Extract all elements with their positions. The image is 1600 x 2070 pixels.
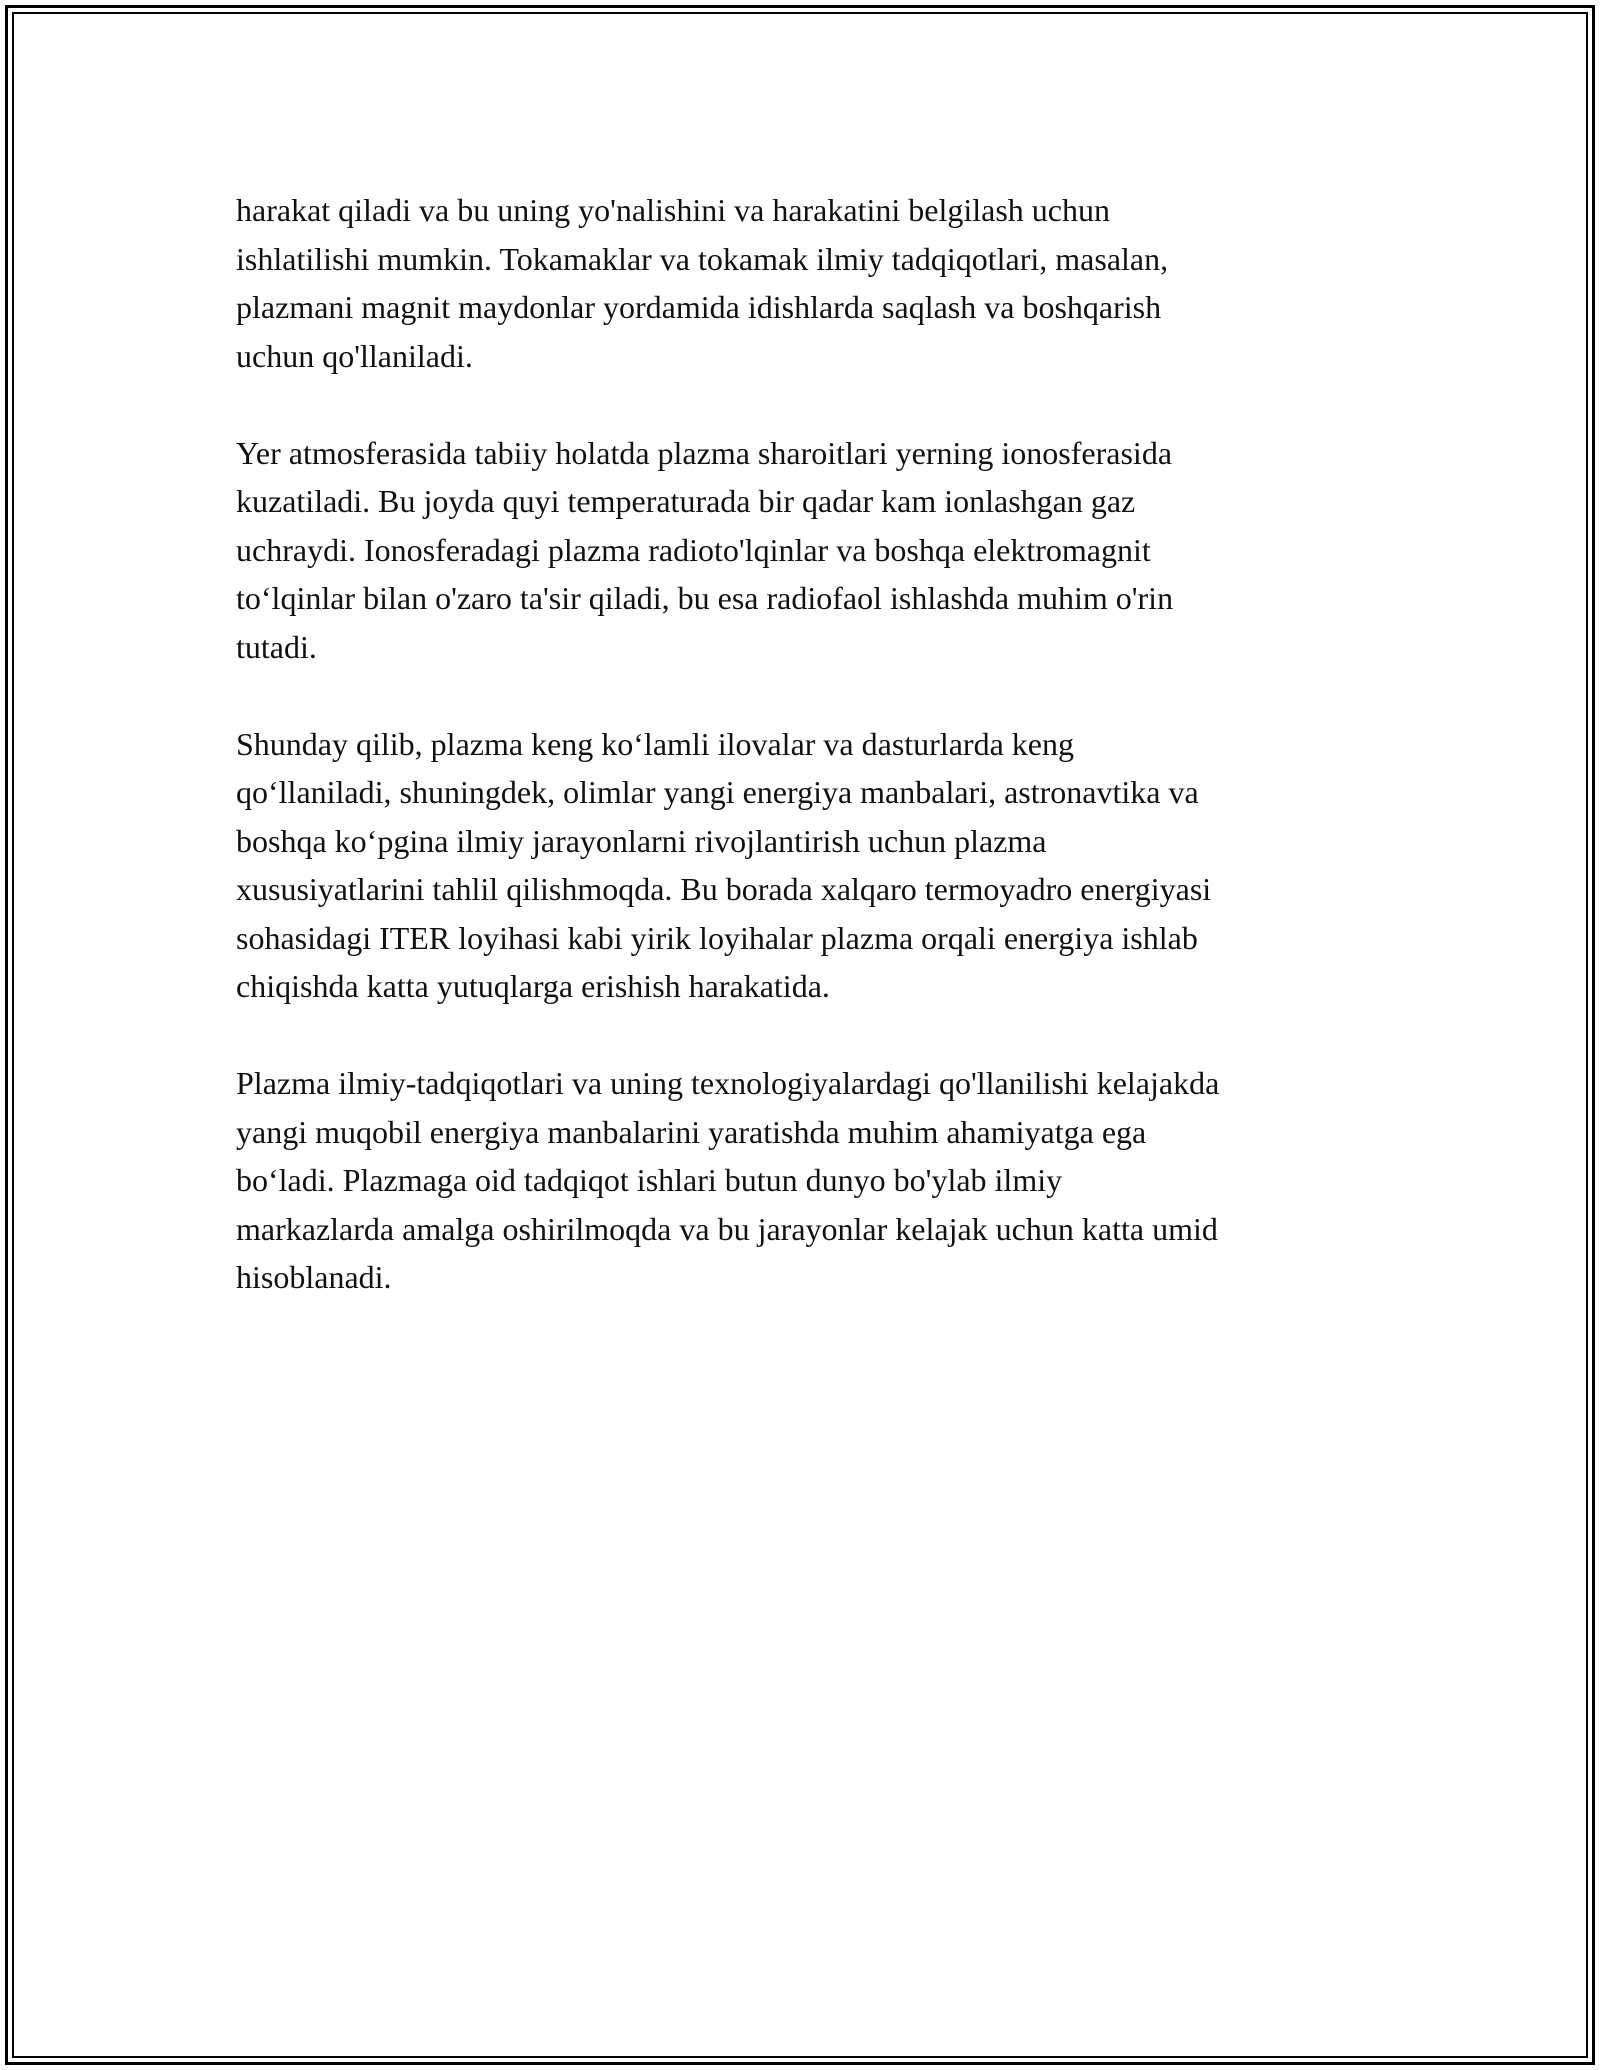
text-line: harakat qiladi va bu uning yo'nalishini va harakatini belgilash uchun xyxy=(236,192,1110,228)
paragraph-2 xyxy=(236,429,1386,672)
text-line: plazmani magnit maydonlar yordamida idishlarda saqlash va boshqarish xyxy=(236,289,1162,325)
text-line: chiqishda katta yutuqlarga erishish harakatida. xyxy=(236,968,830,1004)
paragraph-4 xyxy=(236,1059,1386,1302)
text-line: tutadi. xyxy=(236,628,317,665)
text-line: sohasidagi ITER loyihasi kabi yirik loyihalar plazma orqali energiya ishlab xyxy=(236,919,1198,956)
text-line: to‘lqinlar bilan o'zaro ta'sir qiladi, bu esa radiofaol ishlashda muhim o'rin xyxy=(236,580,1174,616)
document-body xyxy=(236,186,1386,1350)
text-line: Shunday qilib, plazma keng ko‘lamli ilovalar va dasturlarda keng xyxy=(236,725,1074,762)
paragraph-1 xyxy=(236,186,1386,380)
text-line: hisoblanadi. xyxy=(236,1259,392,1295)
text-line: ishlatilishi mumkin. Tokamaklar va tokamak ilmiy tadqiqotlari, masalan, xyxy=(236,240,1169,277)
text-line: yangi muqobil energiya manbalarini yaratishda muhim ahamiyatga ega xyxy=(236,1113,1147,1150)
text-line: xususiyatlarini tahlil qilishmoqda. Bu borada xalqaro termoyadro energiyasi xyxy=(236,871,1212,907)
text-line: uchun qo'llaniladi. xyxy=(236,337,473,374)
paragraph-3 xyxy=(236,720,1386,1011)
text-line: uchraydi. Ionosferadagi plazma radioto'lqinlar va boshqa elektromagnit xyxy=(236,531,1151,568)
text-line: markazlarda amalga oshirilmoqda va bu jarayonlar kelajak uchun katta umid xyxy=(236,1210,1218,1247)
text-line: boshqa ko‘pgina ilmiy jarayonlarni rivojlantirish uchun plazma xyxy=(236,822,1047,859)
text-line: qo‘llaniladi, shuningdek, olimlar yangi energiya manbalari, astronavtika va xyxy=(236,774,1199,810)
text-line: Yer atmosferasida tabiiy holatda plazma sharoitlari yerning ionosferasida xyxy=(236,434,1173,471)
text-line: Plazma ilmiy-tadqiqotlari va uning texnologiyalardagi qo'llanilishi kelajakda xyxy=(236,1065,1220,1101)
text-line: bo‘ladi. Plazmaga oid tadqiqot ishlari butun dunyo bo'ylab ilmiy xyxy=(236,1162,1063,1198)
text-line: kuzatiladi. Bu joyda quyi temperaturada bir qadar kam ionlashgan gaz xyxy=(236,483,1136,519)
